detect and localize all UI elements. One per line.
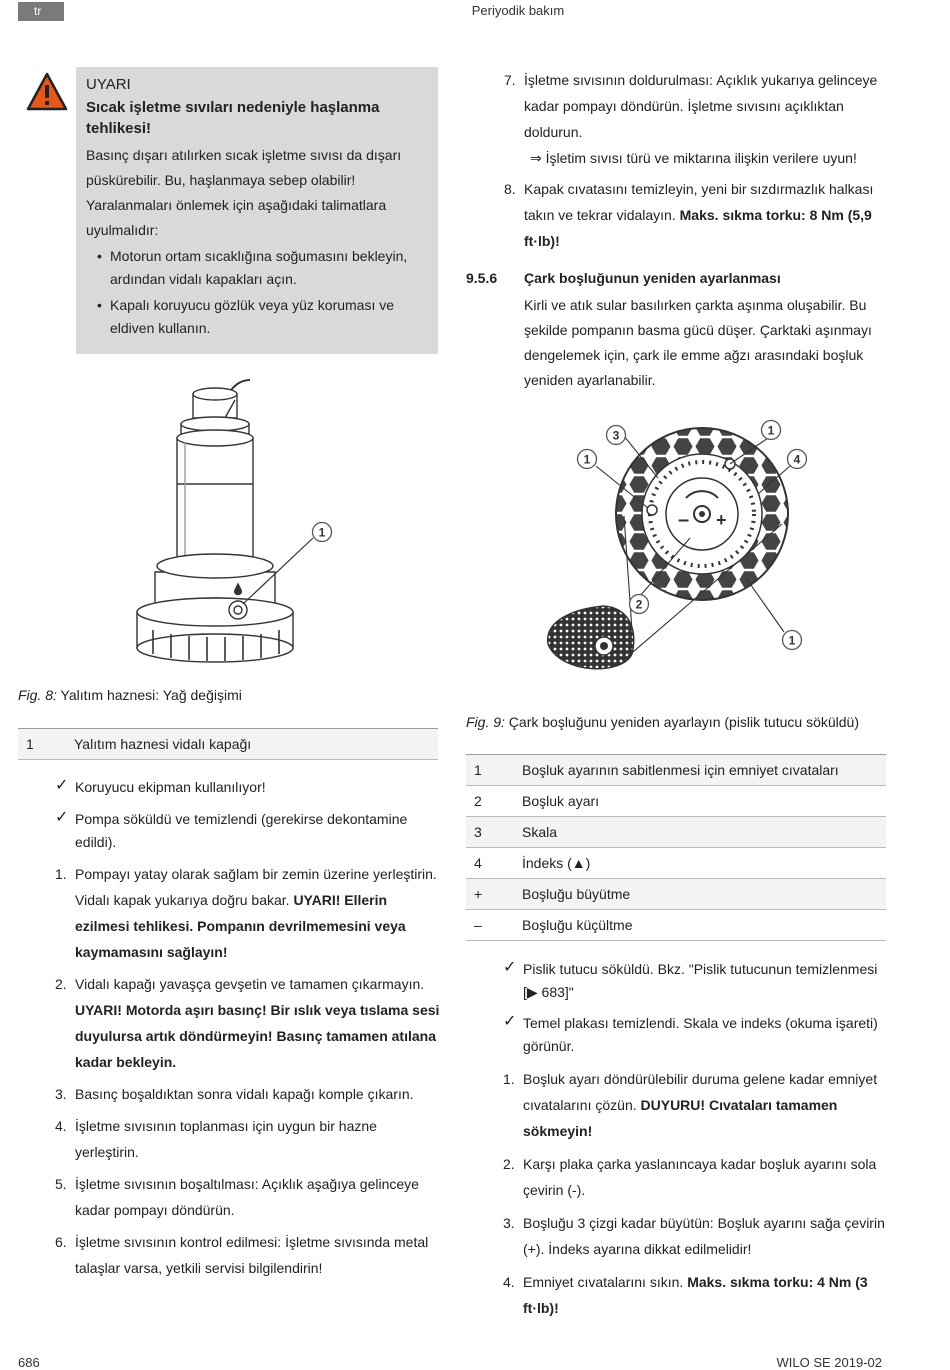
step-number: 2. [55, 976, 67, 992]
legend-key: 4 [466, 848, 522, 879]
fig9-callout-label: 1 [767, 423, 775, 438]
fig9-callout-label: 1 [583, 452, 591, 467]
list-item [503, 1066, 888, 1144]
fig9-callout [780, 628, 804, 652]
list-item [55, 861, 440, 965]
step-number: 3. [55, 1086, 67, 1102]
legend-key: – [466, 910, 522, 941]
section-number: 9.5.6 [466, 270, 498, 286]
table-row [466, 755, 886, 786]
list-item [55, 971, 440, 1075]
step-warning: UYARI! Ellerin ezilmesi tehlikesi. Pompanın devrilmemesini veya kaymamasını sağlayın! [75, 892, 406, 960]
fig8-caption-text: Yalıtım haznesi: Yağ değişimi [60, 687, 242, 703]
check-text: Temel plakası temizlendi. Skala ve indeks (okuma işareti) görünür. [523, 1015, 878, 1054]
step-text: Pompayı yatay olarak sağlam bir zemin üzerine yerleştirin. Vidalı kapak yukarıya doğru bakar. [75, 866, 437, 908]
fig9-legend-table [466, 754, 886, 941]
list-item [504, 176, 884, 254]
step-number: 7. [504, 72, 516, 88]
fig9-callout [759, 418, 783, 442]
fig9-callout [627, 592, 651, 616]
warning-text: Basınç dışarı atılırken sıcak işletme sıvısı da dışarı püskürebilir. Bu, haşlanmaya sebep olabilir! Yaralanmaları önlemek için aşağıdaki talimatlara uyulmalıdır: [86, 147, 402, 238]
checkmark-icon: ✓ [55, 809, 69, 826]
legend-key: + [466, 879, 522, 910]
table-row [466, 879, 886, 910]
table-row [466, 848, 886, 879]
step-text: Emniyet cıvatalarını sıkın. [523, 1274, 684, 1290]
step-text: Boşluk ayarı döndürülebilir duruma gelene kadar emniyet cıvatalarını çözün. [523, 1071, 878, 1113]
table-row [18, 729, 438, 760]
list-item [55, 1171, 440, 1223]
fig8-caption [18, 687, 242, 703]
list-item [503, 1210, 888, 1262]
fig9-caption [466, 714, 859, 730]
step-number: 1. [55, 866, 67, 882]
table-row [466, 910, 886, 941]
list-item [55, 1081, 440, 1107]
legend-text: İndeks (▲) [522, 848, 886, 879]
step-text: İşletme sıvısının boşaltılması: Açıklık aşağıya gelinceye kadar pompayı döndürün. [75, 1176, 419, 1218]
section-text: Kirli ve atık sular basılırken çarkta aşınma oluşabilir. Bu şekilde pompanın basma gücü düşer. Çarktaki aşınmayı dengelemek için, çark ile emme ağzı arasındaki boşluk yeniden ayarlanabilir. [524, 297, 872, 388]
warning-box [76, 67, 438, 354]
legend-text: Yalıtım haznesi vidalı kapağı [74, 729, 438, 760]
check-item [55, 808, 440, 854]
warning-bullet: • Motorun ortam sıcaklığına soğumasını bekleyin, ardından vidalı kapakları açın. [110, 245, 428, 291]
fig9-callout [604, 423, 628, 447]
fig9-callout [785, 447, 809, 471]
checkmark-icon: ✓ [55, 777, 69, 794]
legend-key: 2 [466, 786, 522, 817]
check-item [503, 1012, 888, 1058]
step-number: 8. [504, 181, 516, 197]
check-text: Pislik tutucu söküldü. Bkz. "Pislik tutucunun temizlenmesi [▶ 683]" [523, 961, 878, 1000]
step-text: Karşı plaka çarka yaslanıncaya kadar boşluk ayarını sola çevirin (-). [523, 1156, 877, 1198]
legend-key: 3 [466, 817, 522, 848]
fig9-caption-label: Fig. 9: [466, 714, 505, 730]
step-text: Basınç boşaldıktan sonra vidalı kapağı komple çıkarın. [75, 1086, 414, 1102]
svg-text:–: – [678, 509, 690, 531]
check-item [55, 776, 440, 799]
list-item [55, 1229, 440, 1281]
footer-brand: WILO SE 2019-02 [776, 1355, 882, 1370]
pump-illustration [125, 372, 340, 670]
fig8-caption-label: Fig. 8: [18, 687, 57, 703]
warning-bullet: • Kapalı koruyucu gözlük veya yüz koruması ve eldiven kullanın. [110, 294, 428, 340]
step-text: Boşluğu 3 çizgi kadar büyütün: Boşluk ayarını sağa çevirin (+). İndeks ayarına dikkat edilmelidir! [523, 1215, 885, 1257]
legend-text: Boşluk ayarı [522, 786, 886, 817]
step-text: İşletme sıvısının toplanması için uygun bir hazne yerleştirin. [75, 1118, 377, 1160]
step-number: 3. [503, 1215, 515, 1231]
step-text: İşletme sıvısının kontrol edilmesi: İşletme sıvısında metal talaşlar varsa, yetkili servisi bilgilendirin! [75, 1234, 429, 1276]
fig8-legend-table [18, 728, 438, 760]
checkmark-icon: ✓ [503, 1013, 517, 1030]
table-row [466, 817, 886, 848]
fig9-callout-label: 4 [793, 452, 801, 467]
list-item [503, 1151, 888, 1203]
step-text: Kapak cıvatasını temizleyin, yeni bir sızdırmazlık halkası takın ve tekrar vidalayın. [524, 181, 874, 223]
legend-text: Boşluğu küçültme [522, 910, 886, 941]
step-text: İşletme sıvısının doldurulması: Açıklık yukarıya gelinceye kadar pompayı döndürün. İşletme sıvısını açıklıktan doldurun. [524, 72, 878, 140]
legend-text: Boşluğu büyütme [522, 879, 886, 910]
step-number: 6. [55, 1234, 67, 1250]
step-note [504, 145, 884, 171]
warning-triangle-icon [26, 72, 68, 112]
check-text: Koruyucu ekipman kullanılıyor! [75, 779, 266, 795]
warning-bullets [86, 245, 428, 340]
step-text: Vidalı kapağı yavaşça gevşetin ve tamamen çıkarmayın. [75, 976, 425, 992]
step-number: 2. [503, 1156, 515, 1172]
list-item [55, 1113, 440, 1165]
svg-text:+: + [716, 510, 727, 530]
step-number: 4. [503, 1274, 515, 1290]
section-title: Çark boşluğunun yeniden ayarlanması [524, 270, 781, 286]
checkmark-icon: ✓ [503, 959, 517, 976]
language-tab: tr [18, 2, 64, 21]
left-procedure [55, 776, 440, 1281]
check-item [503, 958, 888, 1004]
right-steps-top [504, 67, 884, 254]
legend-key: 1 [466, 755, 522, 786]
step-number: 4. [55, 1118, 67, 1134]
step-number: 5. [55, 1176, 67, 1192]
note-text: İşletim sıvısı türü ve miktarına ilişkin verilere uyun! [545, 150, 857, 166]
fig9-callout-label: 2 [635, 597, 643, 612]
step-torque: Maks. sıkma torku: 8 Nm (5,9 ft·lb)! [524, 207, 872, 249]
step-warning: UYARI! Motorda aşırı basınç! Bir ıslık veya tıslama sesi duyulursa artık döndürmeyin! Basınç tamamen atılana kadar bekleyin. [75, 1002, 440, 1070]
fig9-callout-label: 1 [788, 633, 796, 648]
step-number: 1. [503, 1071, 515, 1087]
fig9-callout [575, 447, 599, 471]
page-number: 686 [18, 1355, 40, 1370]
fig8-callout [310, 520, 334, 544]
warning-title: UYARI [86, 76, 131, 93]
fig9-callout-label: 3 [612, 428, 620, 443]
list-item [504, 67, 884, 145]
fig9-caption-text: Çark boşluğunu yeniden ayarlayın (pislik tutucu söküldü) [508, 714, 859, 730]
list-item [503, 1269, 888, 1321]
check-text: Pompa söküldü ve temizlendi (gerekirse dekontamine edildi). [75, 811, 408, 850]
fig8-callout-label: 1 [318, 525, 326, 540]
warning-headline: Sıcak işletme sıvıları nedeniyle haşlanma tehlikesi! [86, 99, 380, 137]
right-procedure [503, 958, 888, 1321]
step-warning: DUYURU! Cıvataları tamamen sökmeyin! [523, 1097, 838, 1139]
legend-key: 1 [18, 729, 74, 760]
table-row [466, 786, 886, 817]
legend-text: Boşluk ayarının sabitlenmesi için emniyet cıvataları [522, 755, 886, 786]
note-arrow-icon: ⇒ [530, 150, 542, 166]
step-torque: Maks. sıkma torku: 4 Nm (3 ft·lb)! [523, 1274, 868, 1316]
running-header: Periyodik bakım [471, 3, 565, 18]
legend-text: Skala [522, 817, 886, 848]
